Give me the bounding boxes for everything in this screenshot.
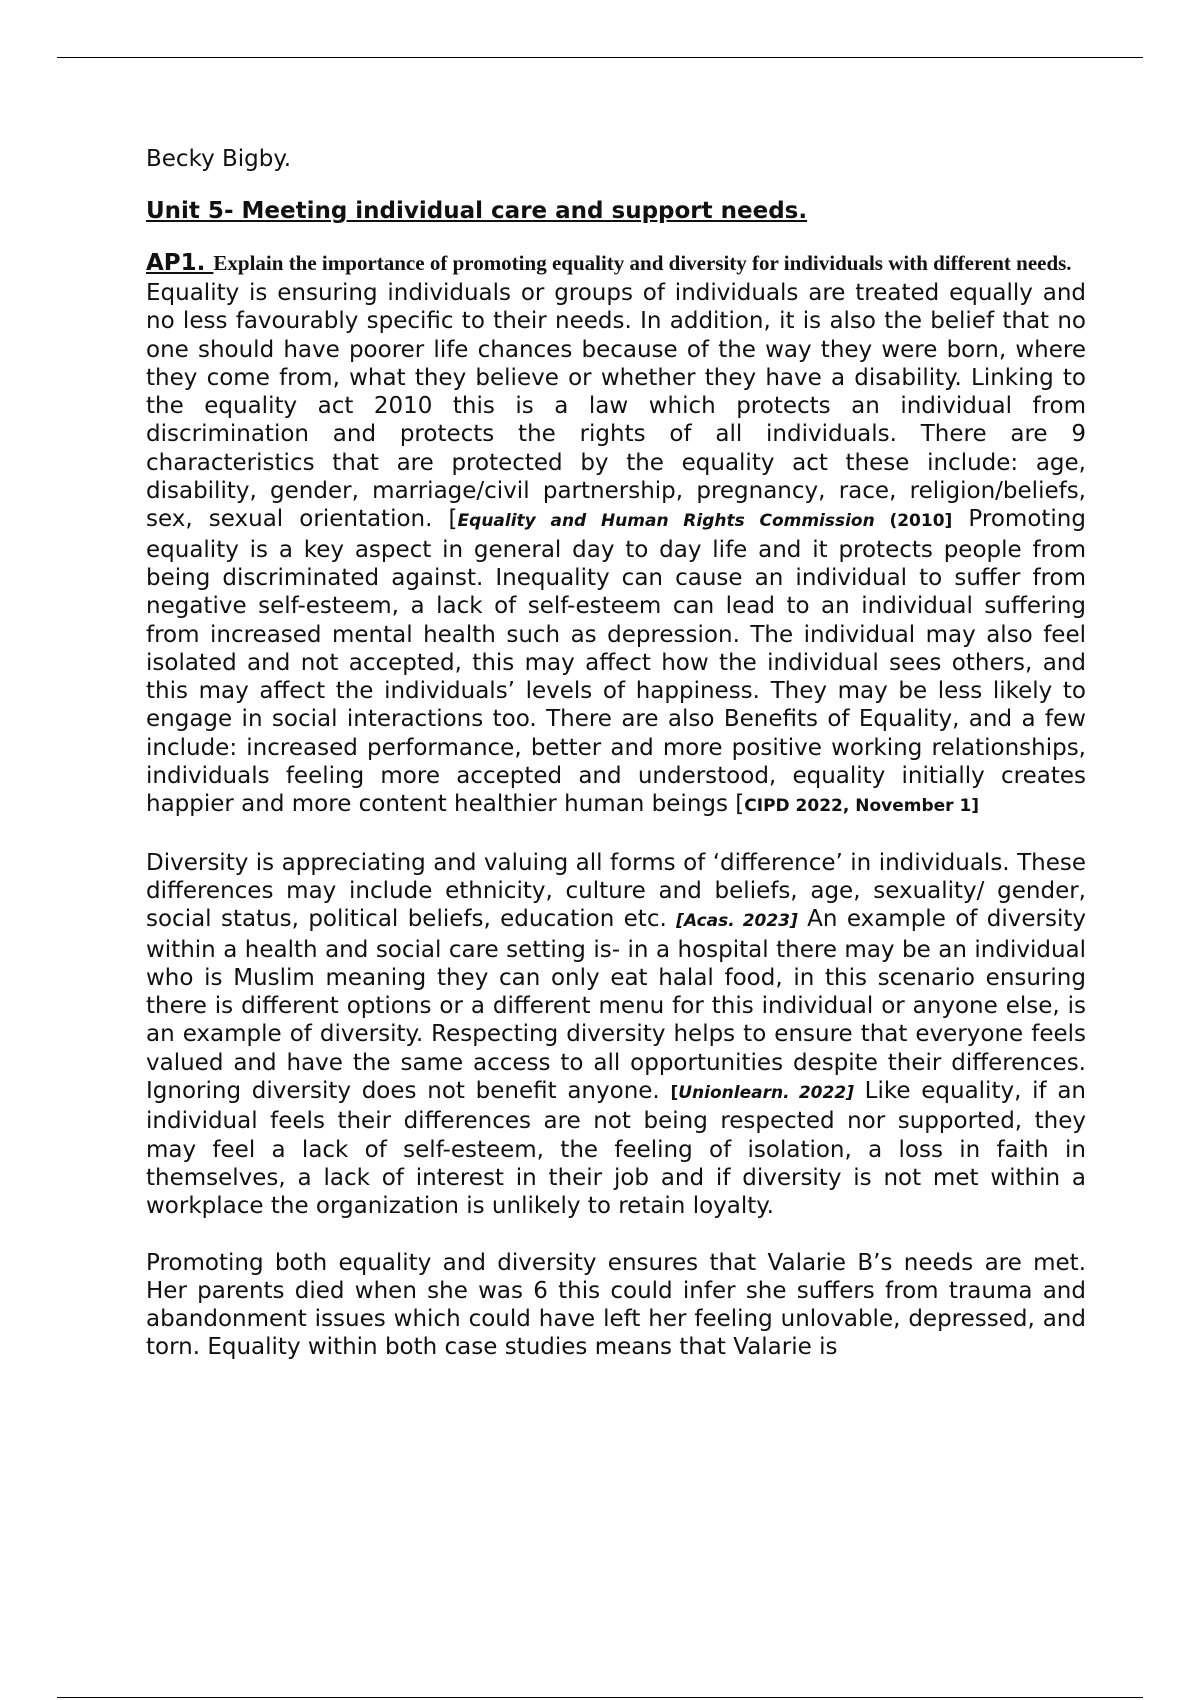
citation-ehrc: Equality and Human Rights Commission <box>457 511 875 532</box>
ap-question-text: Explain the importance of promoting equality and diversity for individuals with different needs. <box>213 251 1072 275</box>
diversity-text-2: An example of diversity within a health and social care setting is- in a hospital there may be an individual who is Muslim meaning they can only eat halal food, in this scenario ensuring there is different options or a different menu for this individual or anyone else, is an example of diversity. Respecting diversity helps to ensure that everyone feels valued and have the same access to all opportunities despite their differences. Ignoring diversity does not benefit anyone. <box>146 906 1086 1105</box>
paragraph-gap <box>146 821 1086 849</box>
citation-ehrc-year: (2010] <box>874 511 953 532</box>
unit-title: Unit 5- Meeting individual care and support needs. <box>146 198 808 224</box>
header-rule <box>57 57 1143 58</box>
document-body <box>146 145 1086 1362</box>
footer-rule <box>57 1697 1143 1698</box>
ap-code: AP1. <box>146 250 214 276</box>
citation-cipd: CIPD 2022, November 1] <box>744 796 980 817</box>
citation-bracket: [ <box>670 1083 679 1104</box>
equality-text-1: Equality is ensuring individuals or groups of individuals are treated equally and no less favourably specific to their needs. In addition, it is also the belief that no one should have poorer life chances because of the way they were born, where they come from, what they believe or whether they have a disability. Linking to the equality act 2010 this is a law which protects an individual from discrimination and protects the rights of all individuals. There are 9 characteristics that are protected by the equality act these include: age, disability, gender, marriage/civil partnership, pregnancy, race, religion/beliefs, sex, sexual orientation. [ <box>146 280 1086 533</box>
diversity-text-1: Diversity is appreciating and valuing all forms of ‘difference’ in individuals. These differences may include ethnicity, culture and beliefs, age, sexuality/ gender, social status, political beliefs, education etc. <box>146 849 1086 933</box>
citation-acas: [Acas. 2023] <box>676 911 798 932</box>
diversity-paragraph <box>146 849 1086 1221</box>
equality-paragraph <box>146 279 1086 821</box>
author-name: Becky Bigby. <box>146 146 292 172</box>
case-study-text: Promoting both equality and diversity ensures that Valarie B’s needs are met. Her parents died when she was 6 this could infer she suffers from trauma and abandonment issues which could have left her feeling unlovable, depressed, and torn. Equality within both case studies means that Valarie is <box>146 1249 1086 1361</box>
diversity-text-3: Like equality, if an individual feels their differences are not being respected nor supported, they may feel a lack of self-esteem, the feeling of isolation, a loss in faith in themselves, a lack of interest in their job and if diversity is not met within a workplace the organization is unlikely to retain loyalty. <box>146 1078 1086 1220</box>
citation-unionlearn: Unionlearn. 2022] <box>678 1083 854 1104</box>
assessment-question <box>146 249 1086 279</box>
paragraph-gap <box>146 1221 1086 1249</box>
case-study-paragraph <box>146 1249 1086 1362</box>
equality-text-2: Promoting equality is a key aspect in general day to day life and it protects people from being discriminated against. Inequality can cause an individual to suffer from negative self-esteem, a lack of self-esteem can lead to an individual suffering from increased mental health such as depression. The individual may also feel isolated and not accepted, this may affect how the individual sees others, and this may affect the individuals’ levels of happiness. They may be less likely to engage in social interactions too. There are also Benefits of Equality, and a few include: increased performance, better and more positive working relationships, individuals feeling more accepted and understood, equality initially creates happier and more content healthier human beings [ <box>146 506 1086 818</box>
